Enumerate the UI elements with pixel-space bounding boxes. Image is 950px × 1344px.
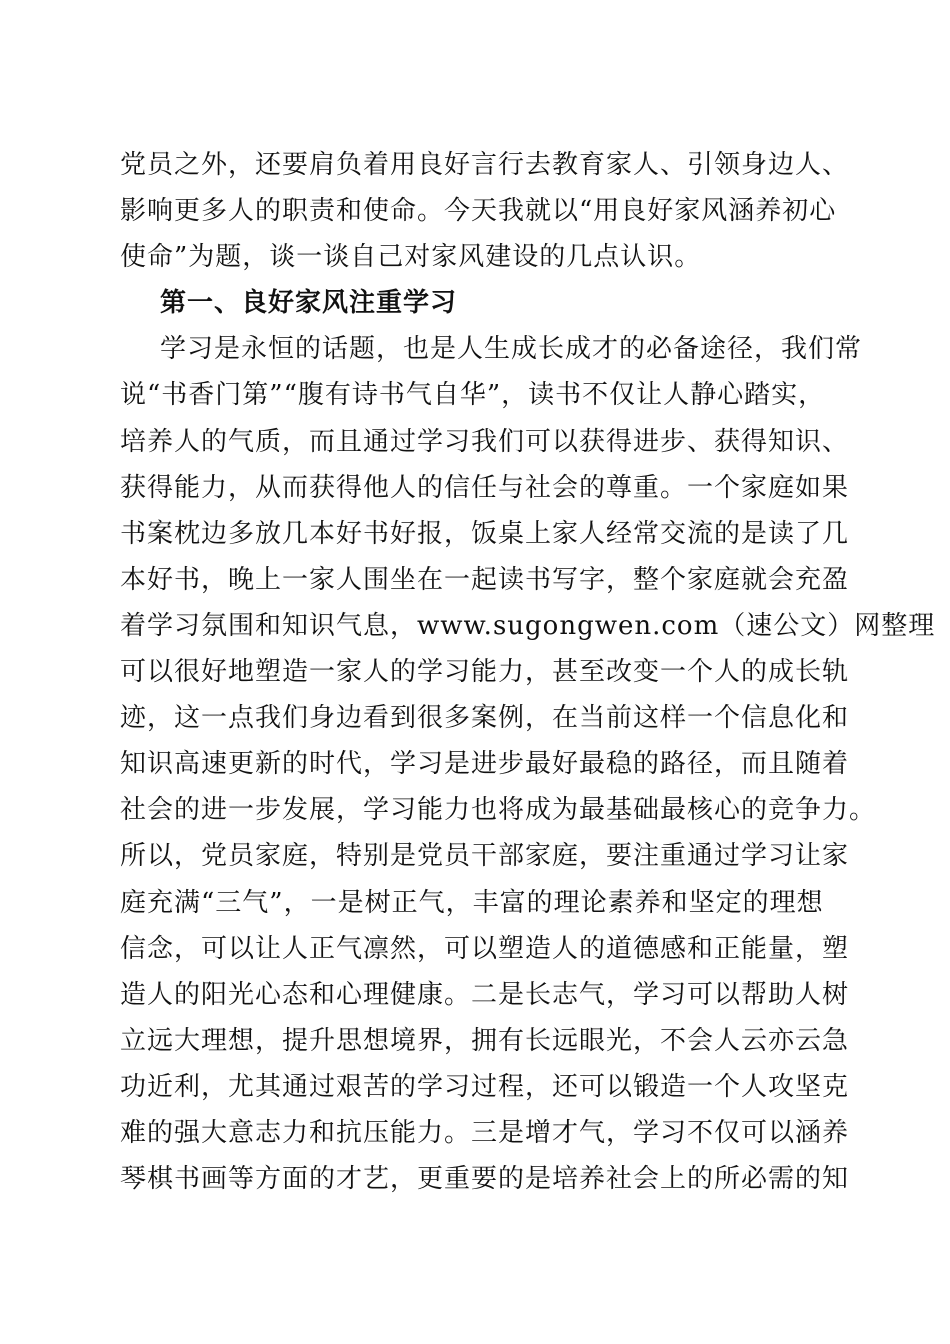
text-line: 所以，党员家庭，特别是党员干部家庭，要注重通过学习让家 — [120, 841, 850, 872]
text-line: 立远大理想，提升思想境界，拥有长远眼光，不会人云亦云急 — [120, 1025, 850, 1056]
text-line: 可以很好地塑造一家人的学习能力，甚至改变一个人的成长轨 — [120, 657, 850, 688]
text-line: 获得能力，从而获得他人的信任与社会的尊重。一个家庭如果 — [120, 472, 850, 503]
text-line: 社会的进一步发展，学习能力也将成为最基础最核心的竞争力。 — [120, 795, 877, 826]
text-line: 知识高速更新的时代，学习是进步最好最稳的路径，而且随着 — [120, 749, 850, 780]
text-line: 本好书，晚上一家人围坐在一起读书写字，整个家庭就会充盈 — [120, 564, 850, 595]
text-line: 信念，可以让人正气凛然，可以塑造人的道德感和正能量，塑 — [120, 933, 850, 964]
text-line: 庭充满“三气”，一是树正气，丰富的理论素养和坚定的理想 — [120, 887, 824, 918]
text-line: 难的强大意志力和抗压能力。三是增才气，学习不仅可以涵养 — [120, 1117, 850, 1148]
section-heading: 第一、良好家风注重学习 — [160, 288, 458, 319]
text-line: 说“书香门第”“腹有诗书气自华”，读书不仅让人静心踏实， — [120, 380, 826, 411]
text-line: 迹，这一点我们身边看到很多案例，在当前这样一个信息化和 — [120, 703, 850, 734]
document-body — [120, 142, 936, 1202]
text-line: 造人的阳光心态和心理健康。二是长志气，学习可以帮助人树 — [120, 979, 850, 1010]
text-line: 书案枕边多放几本好书好报，饭桌上家人经常交流的是读了几 — [120, 518, 850, 549]
text-line: 功近利，尤其通过艰苦的学习过程，还可以锻造一个人攻坚克 — [120, 1071, 850, 1102]
text-line: 琴棋书画等方面的才艺，更重要的是培养社会上的所必需的知 — [120, 1164, 850, 1195]
text-line: 培养人的气质，而且通过学习我们可以获得进步、获得知识、 — [120, 426, 850, 457]
text-line: 学习是永恒的话题，也是人生成长成才的必备途径，我们常 — [160, 334, 863, 365]
text-line: 党员之外，还要肩负着用良好言行去教育家人、引领身边人、 — [120, 150, 850, 180]
text-line: 着学习氛围和知识气息，www.sugongwen.com（速公文）网整理 — [120, 610, 936, 641]
text-line: 影响更多人的职责和使命。今天我就以“用良好家风涵养初心 — [120, 196, 837, 227]
text-line: 使命”为题，谈一谈自己对家风建设的几点认识。 — [120, 242, 702, 273]
